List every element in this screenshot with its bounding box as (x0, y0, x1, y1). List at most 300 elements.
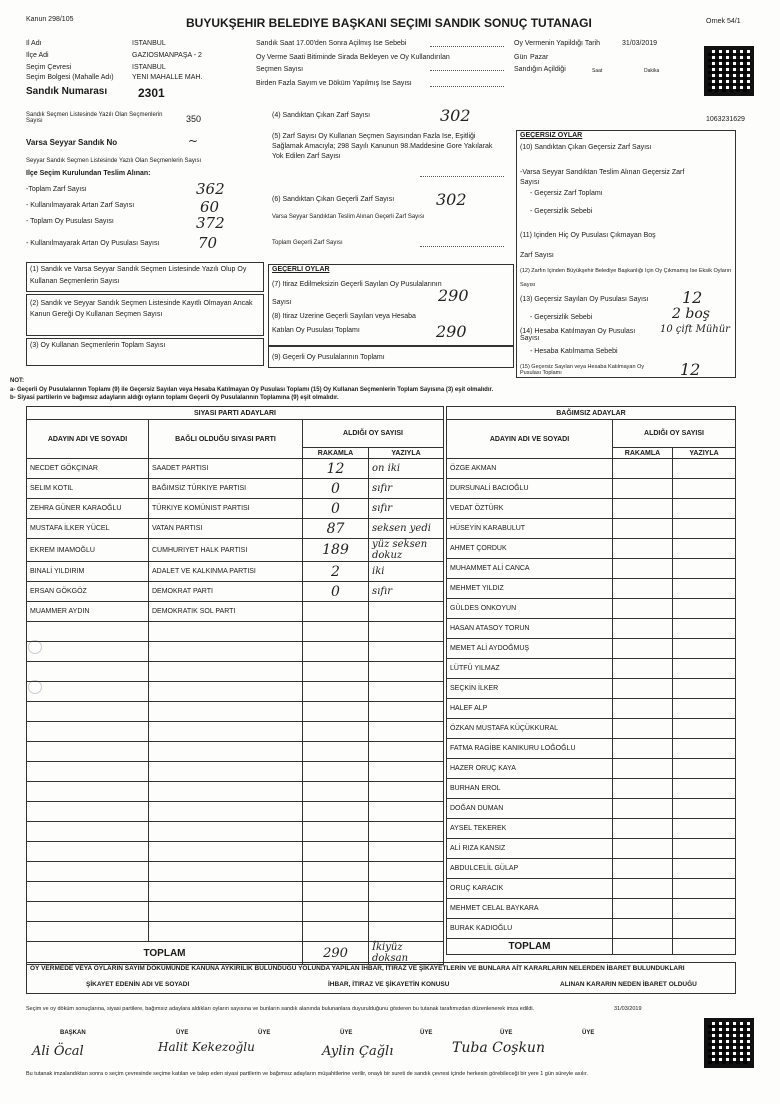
bagimsiz-row (447, 839, 736, 859)
parti-row-yazi: sıfır (369, 499, 444, 519)
parti-empty-row (27, 642, 444, 662)
bagimsiz-row-aday: DURSUNALİ BACIOĞLU (447, 479, 613, 499)
bagimsiz-row-aday: ÖZKAN MUSTAFA KÜÇÜKKURAL (447, 719, 613, 739)
bagimsiz-row-yazi (673, 579, 736, 599)
sandik-value: 2301 (138, 86, 165, 100)
empty-cell (369, 682, 444, 702)
b1-label: (1) Sandık ve Varsa Seyyar Sandık Seçmen Listesinde Yazılı Olup Oy Kullanan Seçmenlerin Sayısı (30, 266, 247, 285)
gecersiz-toplam-label: - Geçersiz Zarf Toplamı (530, 190, 603, 197)
b3-label: (3) Oy Kullanan Seçmenlerin Toplam Sayısı (30, 342, 166, 349)
serial-number: 1063231629 (706, 116, 745, 123)
ornek-label: Ornek 54/1 (706, 18, 741, 25)
bagimsiz-row-rakam (613, 679, 673, 699)
dakika-sub: Dakika (644, 68, 660, 74)
parti-row-aday: MUAMMER AYDIN (27, 602, 149, 622)
c6-value: 302 (436, 190, 467, 209)
empty-cell (27, 882, 149, 902)
bagimsiz-row-aday: GÜLDES ONKOYUN (447, 599, 613, 619)
bagimsiz-row-yazi (673, 679, 736, 699)
parti-row-yazi: iki (369, 562, 444, 582)
itiraz-h1: ŞİKAYET EDENİN ADI VE SOYADI (86, 981, 190, 988)
saat-sebep-line (430, 46, 504, 47)
bagimsiz-row-yazi (673, 819, 736, 839)
empty-cell (27, 922, 149, 942)
parti-table (26, 406, 444, 965)
empty-cell (149, 682, 303, 702)
info-bolge-value: YENI MAHALLE MAH. (132, 74, 203, 81)
bagimsiz-row-yazi (673, 639, 736, 659)
itiraz-title: OY VERMEDE VEYA OYLARIN SAYIM DÖKÜMÜNDE KANUNA AYKIRILIK BULUNDUĞU YOLUNDA YAPILAN İHBAR, İTIRAZ VE ŞİKAYETLERİN VE BUNLARA AİT KARARLARIN NELERDEN İBARET BULUNDUKLARI (30, 965, 685, 972)
parti-table-title: SIYASI PARTI ADAYLARI (27, 407, 444, 420)
empty-cell (149, 642, 303, 662)
empty-cell (149, 702, 303, 722)
baskan-label: BAŞKAN (60, 1030, 86, 1036)
empty-cell (369, 702, 444, 722)
bagimsiz-row-rakam (613, 899, 673, 919)
bottom-note: Bu tutanak imzalandıktan sonra o seçim çevresinde seçime katılan ve talep eden siyasi partilerin ve bağımsız adayların müşahitlerine verilir, onaylı bir sureti de sandık çevresi içinde herkesin görebileceği bir yere 1 gün süreyle asılır. (26, 1071, 588, 1077)
bagimsiz-row-rakam (613, 799, 673, 819)
bagimsiz-header-aday: ADAYIN ADI VE SOYADI (447, 420, 613, 459)
seyyar-no-label: Varsa Seyyar Sandık No (26, 138, 118, 147)
bagimsiz-row-yazi (673, 519, 736, 539)
empty-cell (369, 662, 444, 682)
bagimsiz-row-rakam (613, 519, 673, 539)
bagimsiz-row-aday: HAZER ORUÇ KAYA (447, 759, 613, 779)
empty-cell (303, 802, 369, 822)
parti-empty-row (27, 622, 444, 642)
parti-row-parti: CUMHURIYET HALK PARTISI (149, 539, 303, 562)
bagimsiz-row (447, 639, 736, 659)
bagimsiz-table-title: BAĞIMSIZ ADAYLAR (447, 407, 736, 420)
c15-label: (15) Geçersiz Sayılan veya Hesaba Katılmayan Oy Pusulası Toplamı (520, 364, 645, 376)
bagimsiz-row-yazi (673, 919, 736, 939)
parti-row (27, 459, 444, 479)
parti-header-aday: ADAYIN ADI VE SOYADI (27, 420, 149, 459)
c12-label: (12) Zarfın Içinden Büyükşehir Belediye Başkanlığı Için Oy Çıkmamış Ise Eksik Oyların Sayısı (520, 268, 732, 288)
bagimsiz-row (447, 819, 736, 839)
bagimsiz-row-aday: MEHMET CELAL BAYKARA (447, 899, 613, 919)
bagimsiz-row-rakam (613, 879, 673, 899)
bagimsiz-row-aday: LÜTFÜ YILMAZ (447, 659, 613, 679)
bagimsiz-row-yazi (673, 659, 736, 679)
info-il-value: ISTANBUL (132, 40, 166, 47)
bagimsiz-row-yazi (673, 879, 736, 899)
bagimsiz-row-aday: HÜSEYİN KARABULUT (447, 519, 613, 539)
zarf-label: -Toplam Zarf Sayısı (26, 186, 87, 193)
bagimsiz-row-rakam (613, 779, 673, 799)
parti-empty-row (27, 882, 444, 902)
parti-row-yazi: sıfır (369, 582, 444, 602)
parti-row (27, 479, 444, 499)
parti-row-rakam: 0 (303, 479, 369, 499)
bagimsiz-row-yazi (673, 699, 736, 719)
bagimsiz-row-rakam (613, 859, 673, 879)
empty-cell (303, 622, 369, 642)
gecersizlik2-value: 2 boş (672, 306, 710, 322)
parti-row-aday: ERSAN GÖKGÖZ (27, 582, 149, 602)
teslim-label: Ilçe Seçim Kurulundan Teslim Alınan: (26, 170, 151, 177)
bagimsiz-row (447, 519, 736, 539)
bagimsiz-row-yazi (673, 599, 736, 619)
empty-cell (369, 622, 444, 642)
empty-cell (149, 842, 303, 862)
empty-cell (149, 662, 303, 682)
bagimsiz-row (447, 859, 736, 879)
toplam-gecerli-line (420, 246, 504, 247)
bagimsiz-row-yazi (673, 619, 736, 639)
bagimsiz-row-aday: DOĞAN DUMAN (447, 799, 613, 819)
parti-header-rakam: RAKAMLA (303, 448, 369, 459)
artan-pusula-value: 70 (198, 234, 218, 252)
parti-row-parti: SAADET PARTISI (149, 459, 303, 479)
bagimsiz-row (447, 679, 736, 699)
bagimsiz-row-aday: ALİ RIZA KANSIZ (447, 839, 613, 859)
bagimsiz-row-aday: ÖZGE AKMAN (447, 459, 613, 479)
empty-cell (303, 682, 369, 702)
empty-cell (149, 862, 303, 882)
parti-empty-row (27, 842, 444, 862)
empty-cell (369, 722, 444, 742)
gecersiz-title: GEÇERSIZ OYLAR (520, 132, 583, 139)
bagimsiz-row-rakam (613, 539, 673, 559)
bagimsiz-row-yazi (673, 799, 736, 819)
bagimsiz-row-rakam (613, 819, 673, 839)
bagimsiz-row-yazi (673, 839, 736, 859)
parti-row-aday: NECDET GÖKÇINAR (27, 459, 149, 479)
bagimsiz-row-yazi (673, 779, 736, 799)
signature-2: Halit Kekezoğlu (158, 1040, 255, 1054)
artan-zarf-label: - Kullanılmayarak Artan Zarf Sayısı (26, 202, 135, 209)
c4-value: 302 (440, 106, 471, 125)
secmen-value: 350 (186, 114, 202, 124)
info-ilce-value: GAZIOSMANPAŞA - 2 (132, 52, 202, 59)
empty-cell (27, 722, 149, 742)
statement: Seçim ve oy döküm sonuçlarına, siyasi partilere, bağımsız adaylara aldıkları oyların sayısına ve bunların sandık alanında bulunanlara duyurulduğunu gösteren bu tutanak tarafımızdan düzenlenerek imza edildi. (26, 1006, 535, 1012)
bagimsiz-row-aday: FATMA RAGİBE KANIKURU LOĞOĞLU (447, 739, 613, 759)
parti-row (27, 519, 444, 539)
itiraz-h3: ALINAN KARARIN NEDEN İBARET OLDUĞU (560, 981, 697, 988)
bagimsiz-row-yazi (673, 719, 736, 739)
bagimsiz-row-rakam (613, 639, 673, 659)
empty-cell (27, 822, 149, 842)
bagimsiz-row-aday: MEMET ALİ AYDOĞMUŞ (447, 639, 613, 659)
c15-value: 12 (680, 360, 701, 379)
empty-cell (27, 622, 149, 642)
qr-code-bottom (704, 1018, 754, 1068)
empty-cell (369, 742, 444, 762)
pusula-value: 372 (196, 214, 225, 232)
bagimsiz-row-aday: ABDULCELİL GÜLAP (447, 859, 613, 879)
info-ilce: Ilçe Adi (26, 52, 49, 59)
parti-empty-row (27, 722, 444, 742)
parti-row (27, 602, 444, 622)
bagimsiz-row-rakam (613, 919, 673, 939)
bagimsiz-row-yazi (673, 859, 736, 879)
parti-row-parti: ADALET VE KALKINMA PARTISI (149, 562, 303, 582)
c5-label: (5) Zarf Sayısı Oy Kullanan Seçmen Sayısından Fazla Ise, Eşitliği Sağlamak Amacıyla; 298 Sayılı Kanunun 98.Maddesine Gore Yakılarak Yok Edilen Zarf Sayısı (272, 133, 493, 160)
zarf-value: 362 (196, 180, 225, 198)
bagimsiz-row-yazi (673, 499, 736, 519)
bagimsiz-row (447, 579, 736, 599)
seyyar-secmen-label: Seyyar Sandık Seçmen Listesinde Yazılı Olan Seçmenlerin Sayısı (26, 158, 202, 164)
bagimsiz-row (447, 879, 736, 899)
parti-empty-row (27, 862, 444, 882)
parti-row-parti: TÜRKIYE KOMÜNIST PARTISI (149, 499, 303, 519)
gecersizlik-label: - Geçersizlik Sebebi (530, 208, 593, 215)
bagimsiz-row-aday: HASAN ATASOY TORUN (447, 619, 613, 639)
toplam-gecerli-label: Toplam Geçerli Zarf Sayısı (272, 240, 343, 246)
empty-cell (303, 842, 369, 862)
bagimsiz-table (446, 406, 736, 955)
empty-cell (27, 702, 149, 722)
bagimsiz-row (447, 599, 736, 619)
c5-line (420, 176, 504, 177)
parti-row-parti: DEMOKRATIK SOL PARTI (149, 602, 303, 622)
parti-row-yazi: on iki (369, 459, 444, 479)
bagimsiz-row (447, 459, 736, 479)
empty-cell (369, 862, 444, 882)
bagimsiz-row-rakam (613, 459, 673, 479)
bagimsiz-total-yazi (673, 939, 736, 955)
parti-row (27, 499, 444, 519)
note-b: b- Siyasi partilerin ve bağımsız adayların aldığı oyların toplamı Geçerli Oy Pusulalarının Toplamına (9) eşit olmalıdır. (10, 395, 339, 401)
parti-row-aday: SELIM KOTIL (27, 479, 149, 499)
secmen-label: Sandık Seçmen Listesinde Yazılı Olan Seçmenlerin Sayısı (26, 112, 163, 124)
empty-cell (303, 902, 369, 922)
sandik-label: Sandık Numarası (26, 86, 108, 97)
c4-label: (4) Sandıktan Çıkan Zarf Sayısı (272, 112, 371, 119)
parti-row-aday: MUSTAFA İLKER YÜCEL (27, 519, 149, 539)
c7-value: 290 (438, 286, 469, 305)
bagimsiz-row-yazi (673, 899, 736, 919)
gun-label: Gün (514, 54, 528, 61)
bagimsiz-row (447, 699, 736, 719)
parti-row (27, 562, 444, 582)
bagimsiz-row-aday: VEDAT ÖZTÜRK (447, 499, 613, 519)
empty-cell (27, 682, 149, 702)
bagimsiz-row-yazi (673, 539, 736, 559)
empty-cell (149, 922, 303, 942)
empty-cell (303, 702, 369, 722)
bagimsiz-row-aday: MUHAMMET ALİ CANCA (447, 559, 613, 579)
bagimsiz-row-yazi (673, 459, 736, 479)
empty-cell (27, 662, 149, 682)
parti-row-parti: DEMOKRAT PARTI (149, 582, 303, 602)
parti-row-yazi: yüz seksen dokuz (369, 539, 444, 562)
empty-cell (369, 882, 444, 902)
gun-value: Pazar (530, 54, 549, 61)
signature-3: Aylin Çağlı (322, 1044, 394, 1059)
parti-row-aday: ZEHRA GÜNER KARAOĞLU (27, 499, 149, 519)
info-il: Il Adı (26, 40, 42, 47)
empty-cell (149, 782, 303, 802)
bagimsiz-row-rakam (613, 659, 673, 679)
uye-label-1: ÜYE (176, 1030, 189, 1036)
empty-cell (149, 742, 303, 762)
bagimsiz-row-yazi (673, 759, 736, 779)
fazla-line (430, 86, 504, 87)
bagimsiz-row (447, 559, 736, 579)
b2-label: (2) Sandık ve Seyyar Sandık Seçmen Listesinde Kayıtlı Olmayan Ancak Kanun Gereği Oy Kullanan Seçmen Sayısı (30, 300, 253, 318)
info-bolge: Seçim Bolgesi (Mahalle Adı) (26, 74, 114, 81)
bagimsiz-row-rakam (613, 759, 673, 779)
signature-1: Ali Öcal (32, 1044, 84, 1059)
c11-label: (11) Içinden Hiç Oy Pusulası Çıkmayan Boş Zarf Sayısı (520, 232, 656, 259)
parti-empty-row (27, 802, 444, 822)
parti-empty-row (27, 822, 444, 842)
signature-4: Tuba Coşkun (452, 1040, 545, 1056)
empty-cell (303, 862, 369, 882)
empty-cell (149, 622, 303, 642)
saat-sub: Saat (592, 68, 603, 74)
empty-cell (27, 642, 149, 662)
c8-label: (8) Itiraz Uzerine Geçerli Sayılan veya Hesaba Katılan Oy Pusulası Toplamı (272, 313, 416, 334)
empty-cell (303, 742, 369, 762)
c6-label: (6) Sandıktan Çıkan Geçerli Zarf Sayısı (272, 196, 395, 203)
bagimsiz-row-aday: AHMET ÇORDUK (447, 539, 613, 559)
empty-cell (303, 822, 369, 842)
empty-cell (27, 782, 149, 802)
bagimsiz-row (447, 539, 736, 559)
artan-pusula-label: - Kullanılmayarak Artan Oy Pusulası Sayısı (26, 240, 160, 247)
bagimsiz-row (447, 779, 736, 799)
empty-cell (369, 802, 444, 822)
empty-cell (27, 902, 149, 922)
gecerli-title: GEÇERLI OYLAR (272, 266, 330, 273)
bagimsiz-row-rakam (613, 739, 673, 759)
c7-label: (7) Itiraz Edilmeksizin Geçerli Sayılan Oy Pusulalarının Sayısı (272, 281, 442, 306)
saat-sebep-label: Sandık Saat 17.00'den Sonra Açilmış Ise Sebebi (256, 40, 407, 47)
fazla-label: Birden Fazla Sayım ve Döküm Yapılmış Ise Sayısı (256, 80, 412, 87)
gecersizlik2-label: - Geçersizlik Sebebi (530, 314, 593, 321)
parti-empty-row (27, 902, 444, 922)
empty-cell (303, 882, 369, 902)
empty-cell (27, 802, 149, 822)
bagimsiz-row-yazi (673, 739, 736, 759)
empty-cell (149, 722, 303, 742)
bagimsiz-row (447, 759, 736, 779)
empty-cell (149, 822, 303, 842)
bagimsiz-total-row (447, 939, 736, 955)
parti-row (27, 582, 444, 602)
tarih-label: Oy Vermenin Yapildığı Tarih (514, 40, 600, 47)
info-cevre-value: ISTANBUL (132, 64, 166, 71)
bagimsiz-row-aday: BURHAN EROL (447, 779, 613, 799)
empty-cell (303, 662, 369, 682)
bagimsiz-row (447, 499, 736, 519)
bagimsiz-row-aday: BURAK KADIOĞLU (447, 919, 613, 939)
parti-row-rakam: 12 (303, 459, 369, 479)
parti-empty-row (27, 682, 444, 702)
note-title: NOT: (10, 378, 24, 384)
parti-empty-row (27, 762, 444, 782)
uye-label-3: ÜYE (340, 1030, 353, 1036)
bagimsiz-header-rakam: RAKAMLA (613, 448, 673, 459)
bagimsiz-row (447, 479, 736, 499)
bagimsiz-row-yazi (673, 479, 736, 499)
bagimsiz-row-rakam (613, 619, 673, 639)
empty-cell (149, 762, 303, 782)
empty-cell (303, 642, 369, 662)
bagimsiz-row-aday: ORUÇ KARACIK (447, 879, 613, 899)
parti-empty-row (27, 782, 444, 802)
c10-label: (10) Sandıktan Çıkan Geçersiz Zarf Sayısı (520, 144, 652, 151)
parti-empty-row (27, 922, 444, 942)
bagimsiz-row-rakam (613, 499, 673, 519)
empty-cell (149, 902, 303, 922)
empty-cell (303, 762, 369, 782)
empty-cell (369, 822, 444, 842)
c13-label: (13) Geçersiz Sayılan Oy Pusulası Sayısı (520, 296, 649, 303)
parti-total-rakam: 290 (303, 942, 369, 965)
seyyar-gecerli-label: Varsa Seyyar Sandıktan Teslim Alınan Geçerli Zarf Sayısı (272, 214, 425, 220)
bagimsiz-row-rakam (613, 479, 673, 499)
empty-cell (369, 762, 444, 782)
parti-empty-row (27, 702, 444, 722)
bagimsiz-row (447, 739, 736, 759)
bagimsiz-row-aday: MEHMET YILDIZ (447, 579, 613, 599)
acildigi-label: Sandığın Açildiği (514, 66, 566, 73)
bagimsiz-row (447, 719, 736, 739)
note-a: a- Geçerli Oy Pusulalarının Toplamı (9) ile Geçersiz Sayılan veya Hesaba Katılmayan Oy Pusulası Toplamı (15) Oy Kullanan Seçmenlerin Toplam Sayısına (3) eşit olmalıdır. (10, 387, 494, 393)
c14-value: 10 çift Mühür (660, 324, 730, 335)
parti-row-rakam: 2 (303, 562, 369, 582)
empty-cell (369, 782, 444, 802)
empty-cell (369, 642, 444, 662)
statement-date: 31/03/2019 (614, 1006, 642, 1012)
empty-cell (303, 922, 369, 942)
artan-zarf-value: 60 (200, 198, 220, 216)
kanun-label: Kanun 298/105 (26, 16, 74, 23)
c14-label: (14) Hesaba Katılmayan Oy Pusulası Sayısı (520, 328, 636, 342)
empty-cell (27, 842, 149, 862)
parti-row (27, 539, 444, 562)
parti-row-rakam: 0 (303, 499, 369, 519)
c9-label: (9) Geçerli Oy Pusulalarının Toplamı (272, 354, 385, 361)
bagimsiz-row (447, 619, 736, 639)
parti-empty-row (27, 742, 444, 762)
empty-cell (369, 922, 444, 942)
c13-value: 12 (682, 288, 703, 307)
parti-row-parti: VATAN PARTISI (149, 519, 303, 539)
parti-row-aday: BINALİ YILDIRIM (27, 562, 149, 582)
uye-label-4: ÜYE (420, 1030, 433, 1036)
parti-row-rakam: 0 (303, 582, 369, 602)
parti-empty-row (27, 662, 444, 682)
bagimsiz-row-yazi (673, 559, 736, 579)
bagimsiz-total-label: TOPLAM (447, 939, 613, 955)
info-cevre: Seçim Çevresi (26, 64, 72, 71)
uye-label-5: ÜYE (500, 1030, 513, 1036)
empty-cell (27, 862, 149, 882)
pusula-label: - Toplam Oy Pusulası Sayısı (26, 218, 114, 225)
bagimsiz-row-rakam (613, 579, 673, 599)
bagimsiz-row-rakam (613, 599, 673, 619)
bagimsiz-row-rakam (613, 559, 673, 579)
empty-cell (149, 882, 303, 902)
bagimsiz-row (447, 659, 736, 679)
bagimsiz-row-rakam (613, 699, 673, 719)
hesaba-sebep-label: - Hesaba Katılmama Sebebi (530, 348, 618, 355)
bagimsiz-row-rakam (613, 719, 673, 739)
empty-cell (27, 742, 149, 762)
bagimsiz-row-aday: SEÇKİN İLKER (447, 679, 613, 699)
bagimsiz-row (447, 799, 736, 819)
parti-row-rakam: 87 (303, 519, 369, 539)
uye-label-6: ÜYE (582, 1030, 595, 1036)
empty-cell (27, 762, 149, 782)
empty-cell (149, 802, 303, 822)
